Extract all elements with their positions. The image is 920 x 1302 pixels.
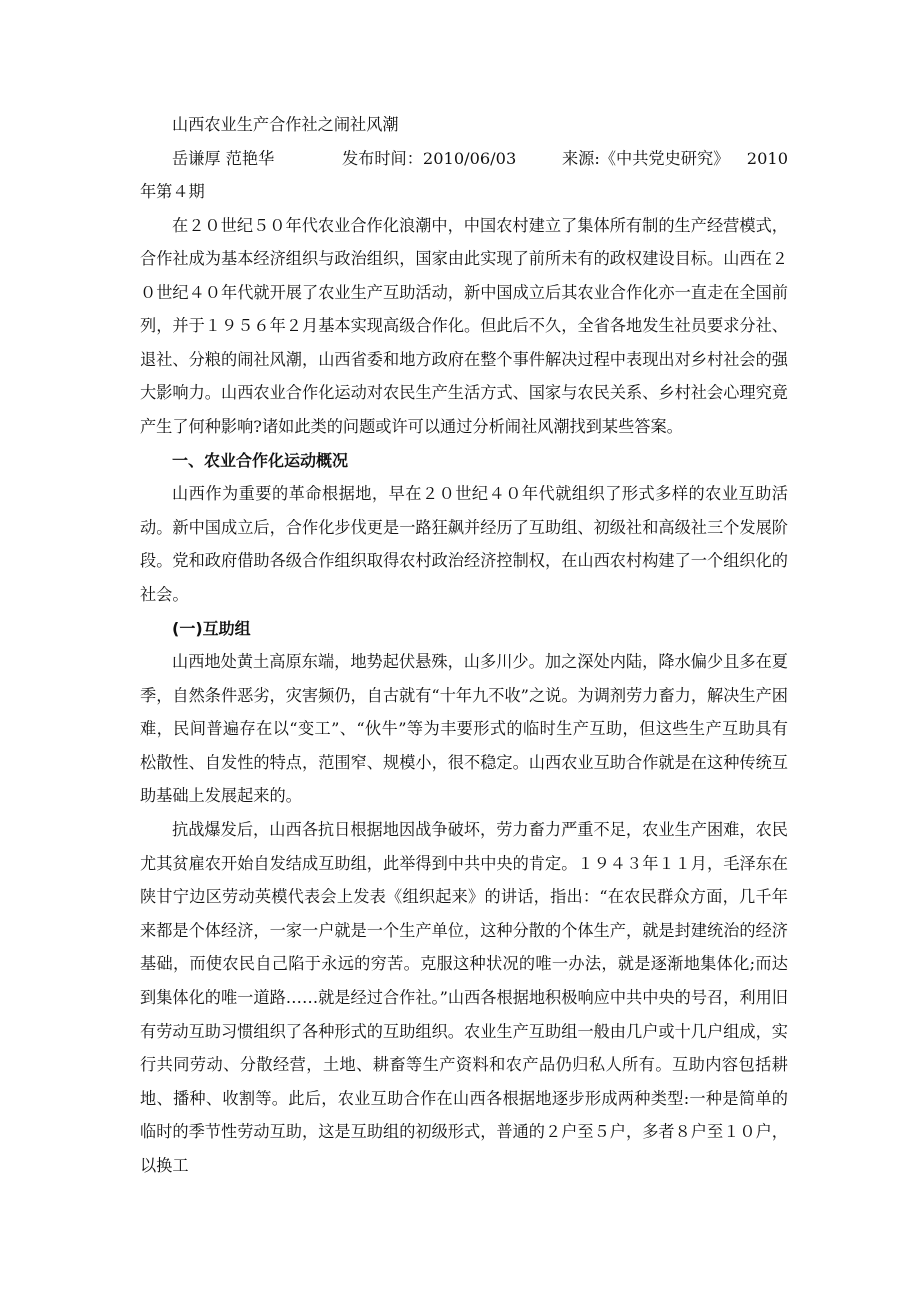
body-paragraph: 山西地处黄土高原东端，地势起伏悬殊，山多川少。加之深处内陆，降水偏少且多在夏季，自然条件恶劣，灾害频仍，自古就有“十年九不收”之说。为调剂劳力畜力，解决生产困难，民间普遍存在以“变工”、“伙牛”等为丰要形式的临时生产互助，但这些生产互助具有松散性、自发性的特点，范围窄、规模小，很不稳定。山西农业互助合作就是在这种传统互助基础上发展起来的。 (140, 652, 788, 806)
document-page (140, 108, 788, 1183)
page-title: 山西农业生产合作社之闹社风潮 (172, 115, 399, 134)
section-paragraph: 山西作为重要的革命根据地，早在２０世纪４０年代就组织了形式多样的农业互助活动。新中国成立后，合作化步伐更是一路狂飙并经历了互助组、初级社和高级社三个发展阶段。党和政府借助各级合作组织取得农村政治经济控制权，在山西农村构建了一个组织化的社会。 (140, 484, 788, 604)
section-heading: 一、农业合作化运动概况 (172, 450, 349, 470)
source: 来源:《中共党史研究》 (562, 148, 730, 168)
intro-paragraph: 在２０世纪５０年代农业合作化浪潮中，中国农村建立了集体所有制的生产经营模式，合作社成为基本经济组织与政治组织，国家由此实现了前所未有的政权建设目标。山西在２０世纪４０年代就开展了农业生产互助活动，新中国成立后其农业合作化亦一直走在全国前列，并于１９５６年２月基本实现高级合作化。但此后不久，全省各地发生社员要求分社、退社、分粮的闹社风潮，山西省委和地方政府在整个事件解决过程中表现出对乡村社会的强大影响力。山西农业合作化运动对农民生产生活方式、国家与农民关系、乡村社会心理究竟产生了何种影响?诸如此类的问题或许可以通过分析闹社风潮找到某些答案。 (140, 215, 788, 437)
authors: 岳谦厚 范艳华 (172, 148, 275, 168)
subsection-heading: (一)互助组 (172, 618, 251, 638)
byline (140, 142, 788, 176)
source-year: 2010 (746, 148, 788, 168)
issue-line: 年第４期 (140, 182, 205, 201)
body-paragraph: 抗战爆发后，山西各抗日根据地因战争破坏，劳力畜力严重不足，农业生产困难，农民尤其贫雇农开始自发结成互助组，此举得到中共中央的肯定。１９４３年１１月，毛泽东在陕甘宁边区劳动英模代表会上发表《组织起来》的讲话，指出：“在农民群众方面，几千年来都是个体经济，一家一户就是一个生产单位，这种分散的个体生产，就是封建统治的经济基础，而使农民自己陷于永远的穷苦。克服这种状况的唯一办法，就是逐渐地集体化;而达到集体化的唯一道路……就是经过合作社。”山西各根据地积极响应中共中央的号召，利用旧有劳动互助习惯组织了各种形式的互助组织。农业生产互助组一般由几户或十几户组成，实行共同劳动、分散经营，土地、耕畜等生产资料和农产品仍归私人所有。互助内容包括耕地、播种、收割等。此后，农业互助合作在山西各根据地逐步形成两种类型:一种是简单的临时的季节性劳动互助，这是互助组的初级形式，普通的２户至５户，多者８户至１０户，以换工 (140, 820, 788, 1175)
publish-date: 发布时间：2010/06/03 (342, 148, 517, 168)
